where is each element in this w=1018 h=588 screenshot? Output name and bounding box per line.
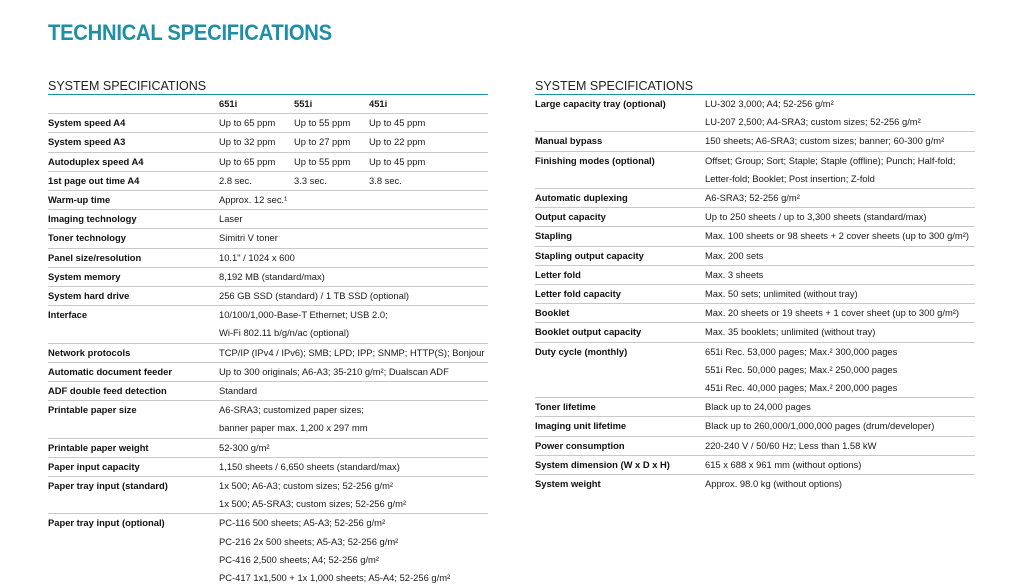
spec-row [535, 265, 975, 284]
spec-label: Letter fold capacity [535, 285, 705, 304]
spec-label [48, 324, 219, 343]
spec-label [48, 495, 219, 514]
spec-label: 1st page out time A4 [48, 171, 219, 190]
right-spec-table [535, 95, 975, 493]
spec-value: LU-207 2,500; A4-SRA3; custom sizes; 52-256 g/m² [705, 116, 921, 128]
spec-row [535, 455, 975, 474]
spec-value: 1x 500; A5-SRA3; custom sizes; 52-256 g/m² [219, 498, 407, 510]
spec-row [48, 419, 488, 438]
spec-row [48, 324, 488, 343]
spec-label: Finishing modes (optional) [535, 151, 705, 170]
model-value: 3.3 sec. [294, 174, 327, 186]
spec-label [48, 551, 219, 569]
spec-value: Approx. 12 sec.¹ [219, 191, 488, 210]
spec-value: 1,150 sheets / 6,650 sheets (standard/max) [219, 457, 488, 476]
spec-row [48, 343, 488, 362]
spec-label: Booklet output capacity [535, 323, 705, 342]
spec-label [535, 113, 705, 132]
model-name: 651i [219, 98, 238, 109]
spec-row [535, 132, 975, 151]
model-value: Up to 65 ppm [219, 155, 276, 167]
spec-row [535, 170, 975, 189]
spec-label [48, 419, 219, 438]
spec-label: System dimension (W x D x H) [535, 455, 705, 474]
model-header-cells [219, 95, 488, 114]
spec-value: 10/100/1,000-Base-T Ethernet; USB 2.0; [219, 306, 488, 325]
spec-row [48, 248, 488, 267]
page-title: TECHNICAL SPECIFICATIONS [48, 20, 332, 45]
spec-value: Max. 50 sets; unlimited (without tray) [705, 285, 975, 304]
spec-value: TCP/IP (IPv4 / IPv6); SMB; LPD; IPP; SNMP; HTTP(S); Bonjour [219, 343, 488, 362]
spec-label: Stapling [535, 227, 705, 246]
spec-label: Autoduplex speed A4 [48, 152, 219, 171]
spec-row [535, 436, 975, 455]
model-value: Up to 55 ppm [294, 155, 351, 167]
spec-value: Max. 35 booklets; unlimited (without tray) [705, 323, 975, 342]
model-values [219, 114, 488, 133]
spec-label [535, 379, 705, 398]
spec-row [535, 361, 975, 379]
model-value: Up to 22 ppm [369, 136, 426, 148]
spec-label: System hard drive [48, 287, 219, 306]
model-header-row [48, 95, 488, 114]
spec-value: Wi-Fi 802.11 b/g/n/ac (optional) [219, 327, 350, 339]
spec-value: 651i Rec. 53,000 pages; Max.² 300,000 pages [705, 342, 975, 361]
spec-value: Simitri V toner [219, 229, 488, 248]
model-values [219, 171, 488, 190]
spec-row [48, 267, 488, 286]
spec-value: A6-SRA3; 52-256 g/m² [705, 189, 975, 208]
spec-label: Letter fold [535, 265, 705, 284]
model-value: Up to 45 ppm [369, 155, 426, 167]
right-spec-panel [535, 78, 975, 493]
spec-row [535, 95, 975, 113]
spec-value: 220-240 V / 50/60 Hz; Less than 1.58 kW [705, 436, 975, 455]
spec-value: 256 GB SSD (standard) / 1 TB SSD (optional) [219, 287, 488, 306]
spec-row [535, 304, 975, 323]
spec-row [535, 342, 975, 361]
spec-label: Interface [48, 306, 219, 325]
left-spec-table [48, 95, 488, 587]
spec-label: ADF double feed detection [48, 382, 219, 401]
spec-value: Laser [219, 210, 488, 229]
spec-row [48, 191, 488, 210]
spec-label: Toner lifetime [535, 398, 705, 417]
spec-label: Imaging unit lifetime [535, 417, 705, 436]
model-value: Up to 55 ppm [294, 117, 351, 129]
spec-label: Network protocols [48, 343, 219, 362]
model-spec-row [48, 114, 488, 133]
model-value: Up to 45 ppm [369, 117, 426, 129]
spec-label: Printable paper size [48, 401, 219, 420]
spec-row [48, 287, 488, 306]
spec-value: Max. 20 sheets or 19 sheets + 1 cover sheet (up to 300 g/m²) [705, 304, 975, 323]
spec-value: PC-216 2x 500 sheets; A5-A3; 52-256 g/m² [219, 535, 399, 547]
spec-value: Max. 100 sheets or 98 sheets + 2 cover sheets (up to 300 g/m²) [705, 227, 975, 246]
spec-row [535, 323, 975, 342]
spec-label: Automatic duplexing [535, 189, 705, 208]
spec-label: Large capacity tray (optional) [535, 98, 666, 109]
spec-label: Toner technology [48, 229, 219, 248]
spec-value: 52-300 g/m² [219, 438, 488, 457]
spec-row [535, 398, 975, 417]
spec-row [48, 477, 488, 496]
spec-row [535, 379, 975, 398]
spec-label: Output capacity [535, 208, 705, 227]
spec-row [535, 475, 975, 494]
spec-label [535, 361, 705, 379]
spec-value: Max. 200 sets [705, 246, 975, 265]
spec-row [48, 457, 488, 476]
model-value: 3.8 sec. [369, 174, 402, 186]
spec-label: System speed A4 [48, 114, 219, 133]
spec-row [535, 417, 975, 436]
spec-value: Up to 250 sheets / up to 3,300 sheets (standard/max) [705, 208, 975, 227]
spec-value: 615 x 688 x 961 mm (without options) [705, 455, 975, 474]
model-values [219, 152, 488, 171]
left-section-heading: SYSTEM SPECIFICATIONS [48, 78, 488, 95]
spec-label: Imaging technology [48, 210, 219, 229]
spec-label [48, 569, 219, 587]
spec-row [48, 362, 488, 381]
model-values [219, 133, 488, 152]
spec-value: Approx. 98.0 kg (without options) [705, 475, 975, 494]
spec-label: Paper tray input (standard) [48, 477, 219, 496]
spec-value: Letter-fold; Booklet; Post insertion; Z-fold [705, 172, 875, 184]
spec-value: PC-417 1x1,500 + 1x 1,000 sheets; A5-A4; 52-256 g/m² [219, 572, 451, 584]
spec-label: Manual bypass [535, 132, 705, 151]
spec-row [535, 189, 975, 208]
spec-value: Up to 300 originals; A6-A3; 35-210 g/m²; Dualscan ADF [219, 362, 488, 381]
model-value: 2.8 sec. [219, 174, 252, 186]
spec-value: Black up to 24,000 pages [705, 398, 975, 417]
model-spec-row [48, 152, 488, 171]
spec-label [48, 533, 219, 551]
spec-row [48, 569, 488, 587]
spec-label: Printable paper weight [48, 438, 219, 457]
spec-value: Max. 3 sheets [705, 265, 975, 284]
spec-value: 1x 500; A6-A3; custom sizes; 52-256 g/m² [219, 477, 488, 496]
spec-row [48, 382, 488, 401]
spec-value: A6-SRA3; customized paper sizes; [219, 401, 488, 420]
spec-value: 551i Rec. 50,000 pages; Max.² 250,000 pages [705, 363, 898, 375]
spec-value: 10.1" / 1024 x 600 [219, 248, 488, 267]
spec-label: Automatic document feeder [48, 362, 219, 381]
spec-row [535, 246, 975, 265]
spec-row [48, 495, 488, 514]
spec-label: Stapling output capacity [535, 246, 705, 265]
model-value: Up to 32 ppm [219, 136, 276, 148]
spec-row [535, 285, 975, 304]
spec-row [48, 229, 488, 248]
spec-row [535, 227, 975, 246]
model-value: Up to 27 ppm [294, 136, 351, 148]
spec-value: PC-416 2,500 sheets; A4; 52-256 g/m² [219, 553, 379, 565]
right-section-heading: SYSTEM SPECIFICATIONS [535, 78, 975, 95]
spec-row [48, 533, 488, 551]
spec-row [535, 151, 975, 170]
model-header-blank [48, 95, 219, 114]
spec-value: 150 sheets; A6-SRA3; custom sizes; banner; 60-300 g/m² [705, 132, 975, 151]
spec-value: Offset; Group; Sort; Staple; Staple (offline); Punch; Half-fold; [705, 151, 975, 170]
spec-value: Black up to 260,000/1,000,000 pages (drum/developer) [705, 417, 975, 436]
spec-label: Paper input capacity [48, 457, 219, 476]
spec-label: Booklet [535, 304, 705, 323]
spec-row [48, 210, 488, 229]
spec-value: Standard [219, 382, 488, 401]
spec-row [535, 208, 975, 227]
spec-value: PC-116 500 sheets; A5-A3; 52-256 g/m² [219, 514, 488, 533]
spec-value: 451i Rec. 40,000 pages; Max.² 200,000 pages [705, 382, 898, 394]
spec-row [48, 306, 488, 325]
spec-row [48, 438, 488, 457]
spec-label: System weight [535, 475, 705, 494]
spec-label [535, 170, 705, 189]
spec-row [48, 401, 488, 420]
spec-label: Warm-up time [48, 191, 219, 210]
spec-label: System memory [48, 267, 219, 286]
model-value: Up to 65 ppm [219, 117, 276, 129]
left-spec-panel [48, 78, 488, 587]
spec-label: Panel size/resolution [48, 248, 219, 267]
spec-row [48, 551, 488, 569]
model-spec-row [48, 133, 488, 152]
spec-label: Paper tray input (optional) [48, 514, 219, 533]
spec-label: Power consumption [535, 436, 705, 455]
spec-value: 8,192 MB (standard/max) [219, 267, 488, 286]
model-name: 451i [369, 98, 388, 109]
spec-row [48, 514, 488, 533]
model-spec-row [48, 171, 488, 190]
spec-label: Duty cycle (monthly) [535, 342, 705, 361]
spec-value: banner paper max. 1,200 x 297 mm [219, 422, 368, 434]
spec-row [535, 113, 975, 132]
model-name: 551i [294, 98, 313, 109]
spec-label: System speed A3 [48, 133, 219, 152]
spec-value: LU-302 3,000; A4; 52-256 g/m² [705, 98, 834, 109]
